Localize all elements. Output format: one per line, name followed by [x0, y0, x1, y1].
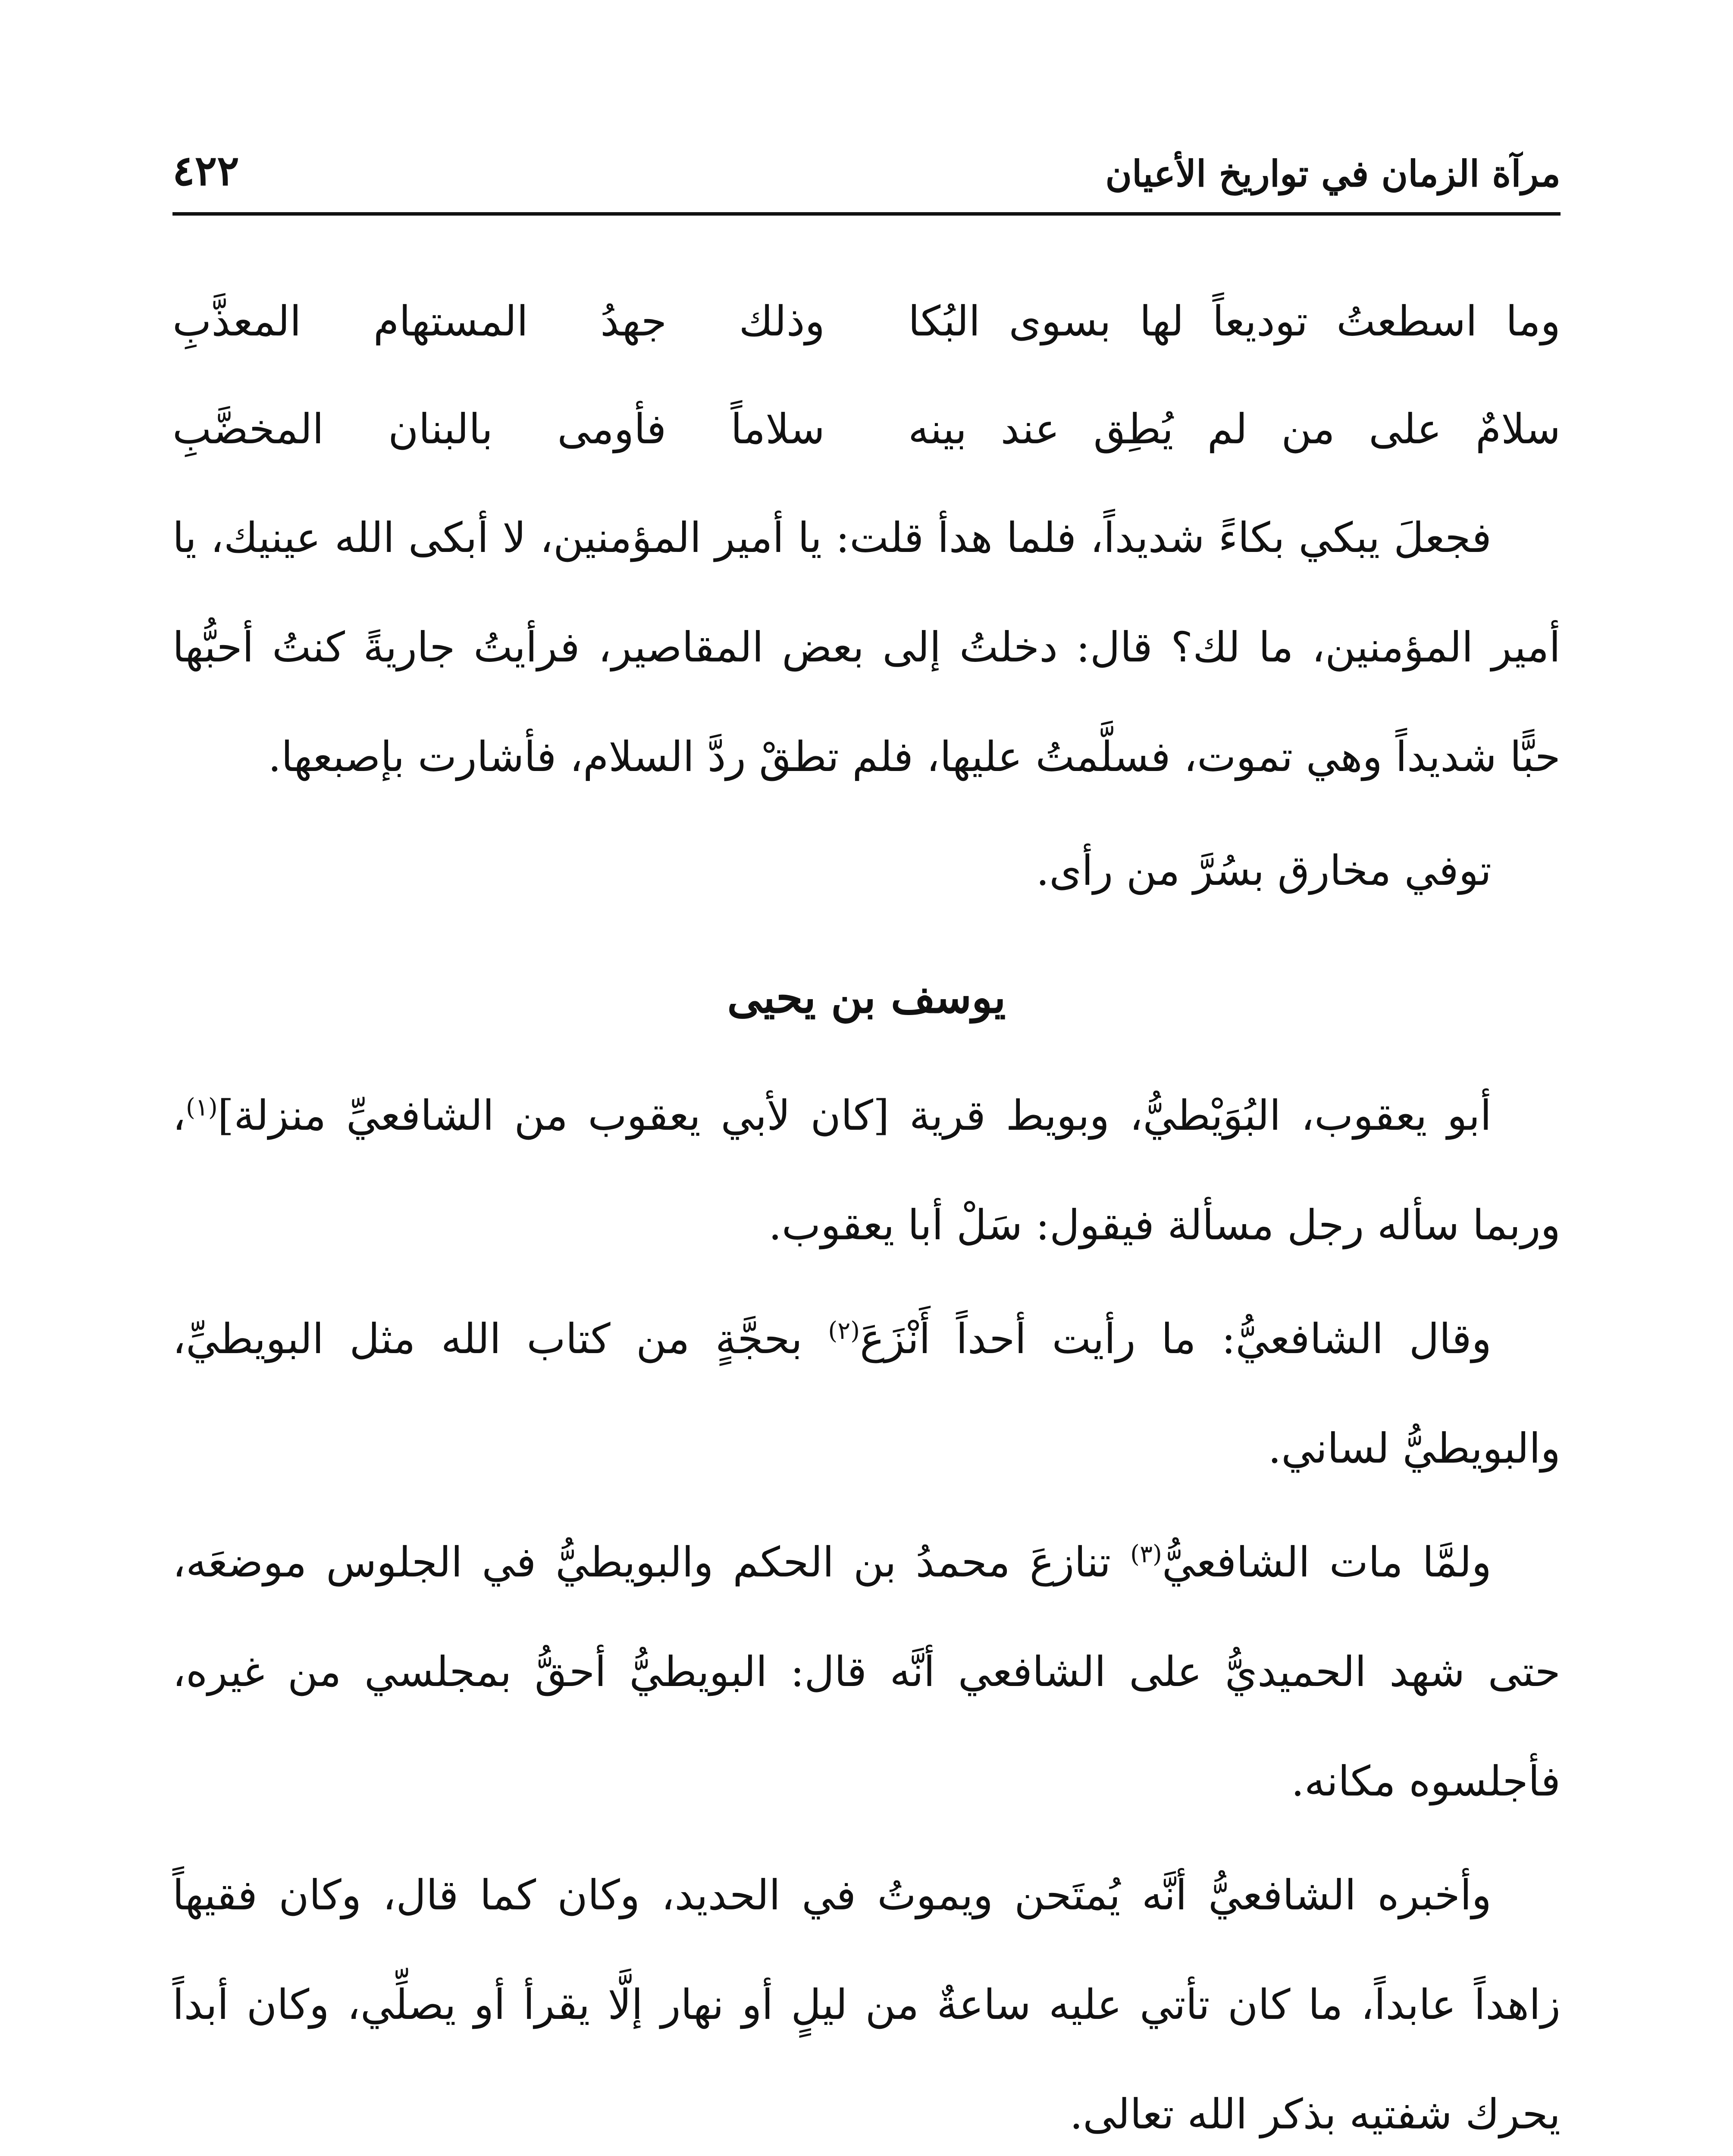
footnote-ref: (٢): [828, 1317, 860, 1345]
verse-line: [172, 375, 1561, 483]
verse-second-hemistich: سلاماً فأومى بالبنان المخضَّبِ: [172, 405, 825, 453]
page-header: [172, 129, 1561, 216]
page-number: ٤٢٢: [172, 146, 239, 195]
paragraph: توفي مخارق بسُرَّ من رأى.: [1036, 846, 1492, 895]
paragraph: أبو يعقوب، البُوَيْطيُّ، وبويط قرية [كان لأبي يعقوب من الشافعيِّ منزلة]$^{(١)}$، وربما سأله رجل مسألة فيقول: سَلْ أبا يعقوب.: [172, 1091, 1561, 1249]
paragraph: فجعلَ يبكي بكاءً شديداً، فلما هدأ قلت: يا أمير المؤمنين، لا أبكى الله عينيك، يا أمير المؤمنين، ما لك؟ قال: دخلتُ إلى بعض المقاصير، فرأيتُ جاريةً كنتُ أحبُّها حبًّا شديداً وهي تموت، فسلَّمتُ عليها، فلم تطقْ ردَّ السلام، فأشارت بإصبعها.: [172, 514, 1561, 781]
paragraph: وأخبره الشافعيُّ أنَّه يُمتَحن ويموتُ في الحديد، وكان كما قال، وكان فقيهاً زاهداً عابداً، ما كان تأتي عليه ساعةٌ من ليلٍ أو نهار إلَّا يقرأ أو يصلِّي، وكان أبداً يحرك شفتيه بذكر الله تعالى.: [172, 1871, 1561, 2138]
section-title: يوسف بن يحيى: [727, 972, 1006, 1023]
verse-line: [172, 267, 1561, 375]
running-title: مرآة الزمان في تواريخ الأعيان: [1105, 152, 1561, 195]
verse-first-hemistich: سلامٌ على من لم يُطِق عند بينه: [908, 405, 1561, 453]
paragraph: ولمَّا مات الشافعيُّ$^{(٣)}$ تنازعَ محمدُ بن الحكم والبويطيُّ في الجلوس موضعَه، حتى شهد الحميديُّ على الشافعي أنَّه قال: البويطيُّ أحقُّ بمجلسي من غيره، فأجلسوه مكانه.: [172, 1538, 1561, 1805]
footnote-ref: (١): [185, 1094, 218, 1122]
verse-second-hemistich: وذلك جهدُ المستهام المعذَّبِ: [172, 297, 825, 345]
paragraph: وقال الشافعيُّ: ما رأيت أحداً أَنْزَعَ$^{(٢)}$ بحجَّةٍ من كتاب الله مثل البويطيِّ، والبويطيُّ لساني.: [172, 1315, 1561, 1473]
main-text: [172, 267, 1561, 2156]
footnote-ref: (٣): [1130, 1540, 1162, 1568]
verse-first-hemistich: وما اسطعتُ توديعاً لها بسوى البُكا: [908, 297, 1561, 345]
